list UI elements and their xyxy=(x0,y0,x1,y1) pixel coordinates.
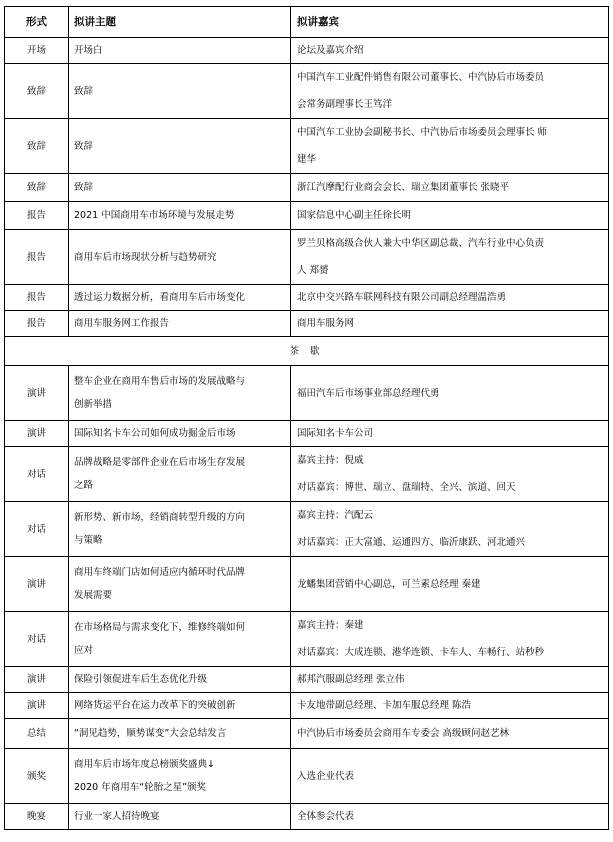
agenda-row xyxy=(5,64,609,119)
speaker-line: 建华 xyxy=(297,154,317,165)
row-speaker xyxy=(291,38,609,64)
speaker-line: 郝邦汽服副总经理 张立伟 xyxy=(297,674,405,685)
agenda-row xyxy=(5,38,609,64)
agenda-row xyxy=(5,285,609,311)
form-label: 演讲 xyxy=(26,387,46,399)
agenda-row xyxy=(5,502,609,557)
row-topic xyxy=(69,311,291,337)
speaker-line: 北京中交兴路车联网科技有限公司副总经理温浩勇 xyxy=(297,292,507,303)
row-speaker xyxy=(291,230,609,285)
topic-line: 商用车后市场年度总榜颁奖盛典↓ xyxy=(74,759,215,770)
topic-line: 致辞 xyxy=(74,182,94,193)
form-label: 对话 xyxy=(26,523,46,535)
row-speaker xyxy=(291,202,609,230)
row-topic xyxy=(69,119,291,174)
agenda-row xyxy=(5,447,609,502)
form-label: 致辞 xyxy=(26,182,46,193)
row-form xyxy=(5,693,69,719)
topic-line: 2020 年商用车“轮胎之星”颁奖 xyxy=(74,782,207,793)
speaker-line: 中国汽车工业协会副秘书长、中汽协后市场委员会理事长 师 xyxy=(297,127,548,138)
form-label: 对话 xyxy=(26,468,46,480)
form-label: 报告 xyxy=(26,292,46,303)
agenda-row xyxy=(5,612,609,667)
form-label: 致辞 xyxy=(26,140,46,152)
speaker-line: 人 郑赟 xyxy=(297,265,329,276)
speaker-line: 嘉宾主持：汽配云 xyxy=(297,510,374,521)
agenda-row xyxy=(5,421,609,447)
row-form xyxy=(5,64,69,119)
speaker-line: 福田汽车后市场事业部总经理代勇 xyxy=(297,387,440,399)
topic-line: 新形势、新市场，经销商转型升级的方向 xyxy=(74,512,246,523)
form-label: 报告 xyxy=(26,318,46,329)
agenda-row xyxy=(5,719,609,749)
speaker-line: 中汽协后市场委员会商用车专委会 高级顾问赵艺林 xyxy=(297,728,510,739)
agenda-row xyxy=(5,119,609,174)
agenda-row xyxy=(5,804,609,830)
row-topic xyxy=(69,366,291,421)
row-speaker xyxy=(291,366,609,421)
row-speaker xyxy=(291,447,609,502)
header-speaker: 拟讲嘉宾 xyxy=(291,7,609,38)
topic-line: 透过运力数据分析，看商用车后市场变化 xyxy=(74,292,246,303)
row-speaker xyxy=(291,502,609,557)
row-speaker xyxy=(291,667,609,693)
tea-break-label: 茶 歇 xyxy=(5,337,609,366)
topic-line: 在市场格局与需求变化下，维修终端如何 xyxy=(74,622,246,633)
agenda-row xyxy=(5,202,609,230)
speaker-line: 罗兰贝格高级合伙人兼大中华区副总裁、汽车行业中心负责 xyxy=(297,238,545,249)
row-speaker xyxy=(291,64,609,119)
speaker-line: 中国汽车工业配件销售有限公司董事长、中汽协后市场委员 xyxy=(297,72,545,83)
row-form xyxy=(5,174,69,202)
row-speaker xyxy=(291,285,609,311)
row-form xyxy=(5,667,69,693)
topic-line: 保险引领促进车后生态优化升级 xyxy=(74,674,208,685)
topic-line: 创新举措 xyxy=(74,399,113,410)
topic-line: 应对 xyxy=(74,645,94,656)
topic-line: 网络货运平台在运力改革下的突破创新 xyxy=(74,700,236,711)
speaker-line: 商用车服务网 xyxy=(297,318,355,329)
form-label: 报告 xyxy=(26,210,46,221)
form-label: 致辞 xyxy=(26,85,46,97)
topic-line: 开场白 xyxy=(74,45,103,56)
agenda-table xyxy=(4,6,609,830)
row-form xyxy=(5,557,69,612)
row-form xyxy=(5,719,69,749)
speaker-line: 入选企业代表 xyxy=(297,770,355,782)
row-speaker xyxy=(291,421,609,447)
form-label: 总结 xyxy=(26,728,46,739)
speaker-line: 全体参会代表 xyxy=(297,811,355,822)
row-form xyxy=(5,502,69,557)
row-form xyxy=(5,447,69,502)
agenda-row xyxy=(5,749,609,804)
header-form: 形式 xyxy=(5,7,69,38)
speaker-line: 嘉宾主持：倪威 xyxy=(297,455,364,466)
form-label: 对话 xyxy=(26,633,46,645)
row-speaker xyxy=(291,693,609,719)
speaker-line: 国家信息中心副主任徐长明 xyxy=(297,210,412,221)
form-label: 演讲 xyxy=(26,674,46,685)
row-form xyxy=(5,804,69,830)
agenda-row xyxy=(5,174,609,202)
row-topic xyxy=(69,804,291,830)
speaker-line: 对话嘉宾：博世、瑞立、盘瑞特、全兴、滨道、回天 xyxy=(297,482,516,493)
row-speaker xyxy=(291,804,609,830)
topic-line: 国际知名卡车公司如何成功掘金后市场 xyxy=(74,428,236,439)
row-speaker xyxy=(291,119,609,174)
row-form xyxy=(5,421,69,447)
row-speaker xyxy=(291,719,609,749)
speaker-line: 会常务副理事长王笃洋 xyxy=(297,99,393,110)
form-label: 颁奖 xyxy=(26,770,46,782)
row-form xyxy=(5,202,69,230)
form-label: 报告 xyxy=(26,251,46,263)
topic-line: 发展需要 xyxy=(74,590,113,601)
row-speaker xyxy=(291,557,609,612)
agenda-row xyxy=(5,557,609,612)
row-topic xyxy=(69,64,291,119)
row-topic xyxy=(69,421,291,447)
row-topic xyxy=(69,719,291,749)
row-topic xyxy=(69,447,291,502)
header-row xyxy=(5,7,609,38)
row-form xyxy=(5,749,69,804)
header-topic: 拟讲主题 xyxy=(69,7,291,38)
row-topic xyxy=(69,174,291,202)
row-form xyxy=(5,285,69,311)
row-speaker xyxy=(291,174,609,202)
form-label: 开场 xyxy=(26,45,46,56)
topic-line: 商用车服务网工作报告 xyxy=(74,318,170,329)
topic-line: 整车企业在商用车售后市场的发展战略与 xyxy=(74,376,246,387)
row-topic xyxy=(69,749,291,804)
row-form xyxy=(5,366,69,421)
speaker-line: 嘉宾主持：秦建 xyxy=(297,620,364,631)
topic-line: 与策略 xyxy=(74,535,103,546)
form-label: 演讲 xyxy=(26,700,46,711)
speaker-line: 国际知名卡车公司 xyxy=(297,428,374,439)
speaker-line: 对话嘉宾：正大富通、运通四方、临沂康跃、河北通兴 xyxy=(297,537,526,548)
row-topic xyxy=(69,693,291,719)
tea-break-row xyxy=(5,337,609,366)
speaker-line: 浙江汽摩配行业商会会长、瑞立集团董事长 张晓平 xyxy=(297,182,510,193)
topic-line: 致辞 xyxy=(74,140,94,152)
topic-line: “洞见趋势，顺势谋变”大会总结发言 xyxy=(74,728,227,739)
row-form xyxy=(5,38,69,64)
form-label: 演讲 xyxy=(26,578,46,590)
row-form xyxy=(5,311,69,337)
agenda-row xyxy=(5,366,609,421)
row-topic xyxy=(69,502,291,557)
row-topic xyxy=(69,285,291,311)
topic-line: 商用车终端门店如何适应内循环时代品牌 xyxy=(74,567,246,578)
row-speaker xyxy=(291,612,609,667)
topic-line: 品牌战略是零部件企业在后市场生存发展 xyxy=(74,457,246,468)
topic-line: 商用车后市场现状分析与趋势研究 xyxy=(74,251,217,263)
topic-line: 2021 中国商用车市场环境与发展走势 xyxy=(74,210,235,221)
row-form xyxy=(5,230,69,285)
form-label: 晚宴 xyxy=(26,811,46,822)
agenda-row xyxy=(5,693,609,719)
row-topic xyxy=(69,38,291,64)
topic-line: 致辞 xyxy=(74,85,94,97)
speaker-line: 龙蟠集团营销中心副总，可兰素总经理 秦建 xyxy=(297,578,481,590)
row-topic xyxy=(69,612,291,667)
row-speaker xyxy=(291,311,609,337)
row-form xyxy=(5,119,69,174)
row-topic xyxy=(69,557,291,612)
row-topic xyxy=(69,202,291,230)
row-topic xyxy=(69,667,291,693)
speaker-line: 论坛及嘉宾介绍 xyxy=(297,45,364,56)
speaker-line: 对话嘉宾：大成连锁、港华连锁、卡车人、车畅行、站秒秒 xyxy=(297,647,545,658)
row-topic xyxy=(69,230,291,285)
form-label: 演讲 xyxy=(26,428,46,439)
agenda-row xyxy=(5,667,609,693)
row-speaker xyxy=(291,749,609,804)
agenda-row xyxy=(5,311,609,337)
agenda-row xyxy=(5,230,609,285)
row-form xyxy=(5,612,69,667)
topic-line: 行业一家人招待晚宴 xyxy=(74,811,160,822)
topic-line: 之路 xyxy=(74,480,94,491)
speaker-line: 卡友地带副总经理、卡加车服总经理 陈浩 xyxy=(297,700,472,711)
